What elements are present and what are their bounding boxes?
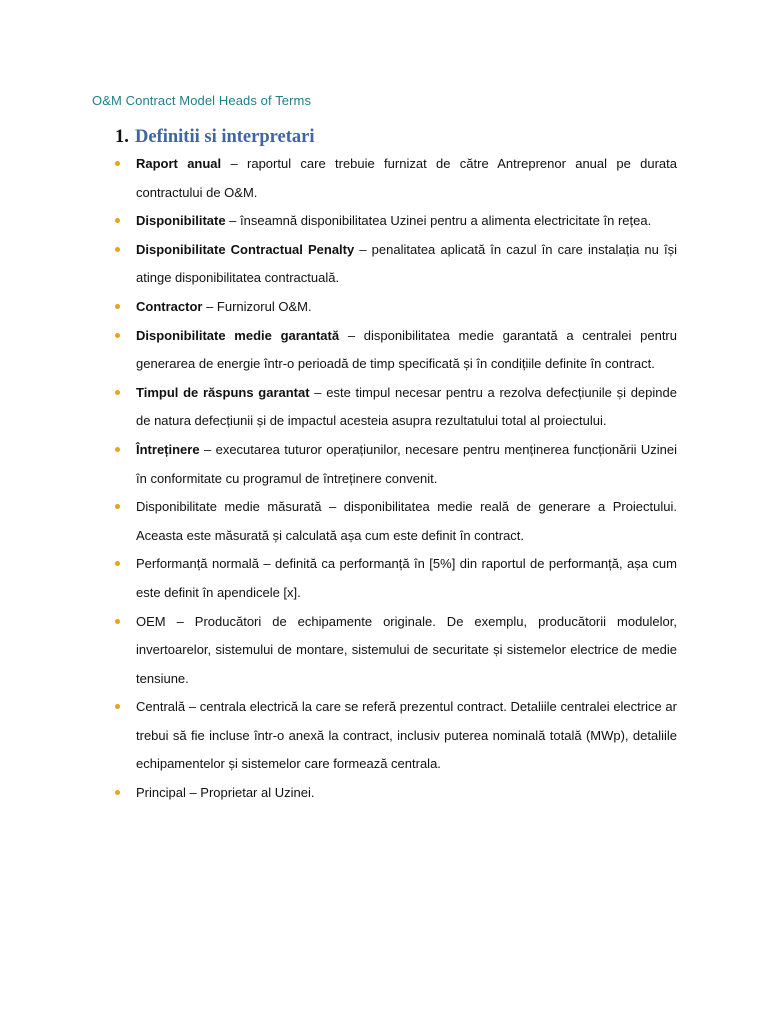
definition-term: Disponibilitate: [136, 213, 226, 229]
definition-term: Timpul de răspuns garantat: [136, 384, 310, 400]
definition-item: [114, 322, 677, 379]
definition-term: Raport anual: [136, 156, 222, 171]
definition-text: raportul care trebuie furnizat de către Antreprenor anual pe durata contractului de O&M.: [136, 156, 677, 200]
definition-item: [114, 550, 677, 607]
bullet-dot-icon: [115, 390, 120, 395]
definition-separator: –: [225, 213, 241, 229]
definition-item: [114, 693, 677, 779]
definition-separator: –: [339, 327, 364, 343]
bullet-dot-icon: [115, 218, 120, 223]
section-title: [115, 127, 314, 148]
section-title-text: Definitii si interpretari: [135, 127, 315, 147]
definition-text: Performanță normală – definită ca performanță în [5%] din raportul de performanță, așa cum este definit în apendicele [x].: [136, 556, 677, 600]
definition-separator: –: [221, 156, 248, 171]
definition-item: [114, 236, 677, 293]
bullet-dot-icon: [115, 304, 120, 309]
definition-item: [114, 608, 677, 694]
definition-item: [114, 779, 677, 808]
definition-text: disponibilitatea medie garantată a centralei pentru generarea de energie într-o perioadă de timp specificată și în condițiile definite în contract.: [136, 327, 677, 372]
definition-term: Contractor: [136, 298, 203, 314]
definition-term: Disponibilitate medie garantată: [136, 327, 340, 343]
definitions-list: [114, 150, 677, 808]
bullet-dot-icon: [115, 447, 120, 452]
definition-text: OEM – Producători de echipamente originale. De exemplu, producătorii modulelor, invertoarelor, sistemului de montare, sistemului de securitate și sistemelor electrice de medie tensiune.: [136, 613, 677, 686]
bullet-dot-icon: [115, 333, 120, 338]
bullet-dot-icon: [115, 561, 120, 566]
definition-text: penalitatea aplicată în cazul în care instalația nu își atinge disponibilitatea contractuală.: [136, 241, 677, 286]
definition-separator: –: [199, 441, 216, 457]
definition-item: [114, 436, 677, 493]
bullet-dot-icon: [115, 504, 120, 509]
definition-item: [114, 293, 677, 322]
definition-text: înseamnă disponibilitatea Uzinei pentru a alimenta electricitate în rețea.: [240, 213, 652, 229]
definition-separator: –: [309, 384, 327, 400]
definition-item: [114, 150, 677, 207]
definition-term: Disponibilitate Contractual Penalty: [136, 241, 355, 257]
bullet-dot-icon: [115, 704, 120, 709]
definition-item: [114, 493, 677, 550]
definition-text: Principal – Proprietar al Uzinei.: [136, 785, 315, 801]
bullet-dot-icon: [115, 161, 120, 166]
section-number: 1.: [115, 127, 129, 147]
definition-separator: –: [202, 298, 217, 314]
definition-text: Disponibilitate medie măsurată – disponibilitatea medie reală de generare a Proiectului. Aceasta este măsurată și calculată așa cum este definit în contract.: [136, 499, 677, 543]
definition-separator: –: [354, 241, 372, 257]
bullet-dot-icon: [115, 247, 120, 252]
definition-text: Centrală – centrala electrică la care se referă prezentul contract. Detaliile centralei electrice ar trebui să fie incluse într-o anexă la contract, inclusiv puterea nominală totală (MWp), detaliile echipamentelor și sistemelor care formează centrala.: [136, 699, 677, 772]
definition-text: executarea tuturor operațiunilor, necesare pentru menținerea funcționării Uzinei în conformitate cu programul de întreținere convenit.: [136, 441, 677, 486]
definition-item: [114, 207, 677, 236]
definition-term: Întreținere: [136, 441, 200, 457]
definition-text: Furnizorul O&M.: [216, 298, 312, 314]
definition-item: [114, 379, 677, 436]
definition-text: este timpul necesar pentru a rezolva defecțiunile și depinde de natura defecțiunii și de impactul acesteia asupra rezultatului total al proiectului.: [136, 384, 677, 429]
bullet-dot-icon: [115, 619, 120, 624]
document-heading: O&M Contract Model Heads of Terms: [92, 93, 312, 108]
bullet-dot-icon: [115, 790, 120, 795]
